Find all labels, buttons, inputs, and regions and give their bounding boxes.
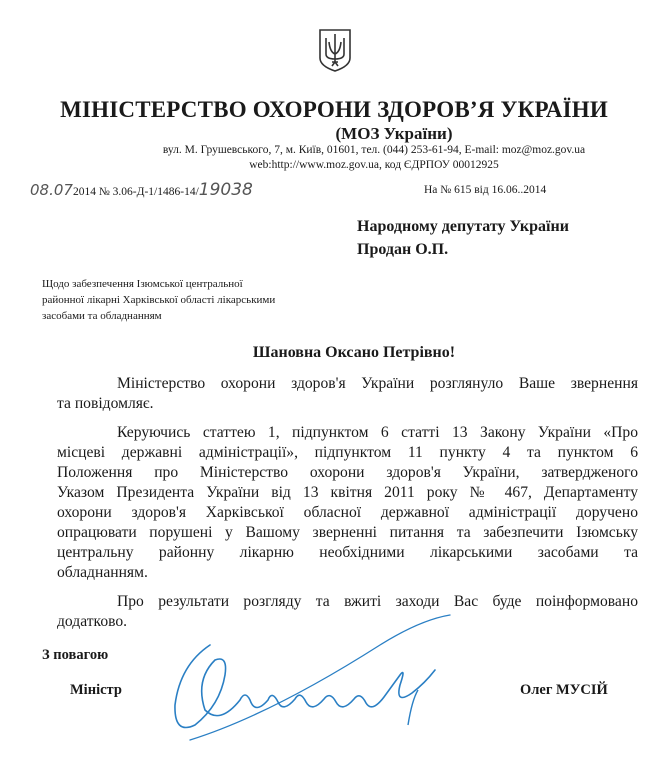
body-line: та повідомляє.: [57, 395, 154, 412]
subject-line: засобами та обладнанням: [42, 310, 162, 322]
ministry-web: web:http://www.moz.gov.ua, код ЄДРПОУ 00012925: [249, 159, 499, 171]
closing-regards: З повагою: [42, 647, 109, 663]
paragraph: [57, 423, 638, 583]
body-line: обладнанням.: [57, 564, 148, 581]
body-line: додатково.: [57, 613, 128, 630]
letter-body: [57, 374, 638, 641]
addressee-title: Народному депутату України: [357, 218, 569, 235]
ministry-address: вул. М. Грушевського, 7, м. Київ, 01601, тел. (044) 253-61-94, E-mail: moz@moz.gov.ua: [162, 144, 586, 156]
paragraph: [57, 374, 638, 414]
body-line: охорони здоров'я Харківської обласної державної адміністрації доручено: [57, 504, 638, 521]
handwritten-number: 19038: [198, 180, 253, 200]
letter-subject: [42, 276, 275, 324]
subject-line: районної лікарні Харківської області лікарськими: [42, 294, 276, 306]
body-line: центральну районну лікарню необхідними лікарськими засобами та: [57, 544, 638, 561]
signatory-position: Міністр: [70, 682, 122, 698]
outgoing-number: 2014 № 3.06-Д-1/1486-14/: [72, 186, 199, 198]
handwritten-signature: [150, 605, 470, 755]
salutation: Шановна Оксано Петрівно!: [252, 344, 456, 361]
addressee-name: Продан О.П.: [357, 241, 449, 258]
signatory-name: Олег МУСІЙ: [520, 682, 608, 698]
trident-emblem-icon: [318, 28, 352, 72]
reply-reference: На № 615 від 16.06..2014: [424, 184, 547, 196]
handwritten-date: 08.07: [30, 181, 73, 199]
body-line: Положення про Міністерство охорони здоров'я України, затвердженого: [57, 464, 638, 481]
body-line: Указом Президента України від 13 квітня 2011 року № 467, Департаменту: [57, 484, 638, 501]
body-line: опрацювати порушені у Вашому зверненні питання та забезпечити Ізюмську: [57, 524, 638, 541]
body-line: Керуючись статтею 1, підпунктом 6 статті 13 Закону України «Про: [117, 424, 638, 441]
outgoing-reference: [30, 180, 253, 200]
ministry-title: МІНІСТЕРСТВО ОХОРОНИ ЗДОРОВ’Я УКРАЇНИ: [60, 97, 608, 122]
body-line: місцеві державні адміністрації», підпунктом 11 пункту 4 та пунктом 6: [57, 444, 638, 461]
ministry-abbreviation: (МОЗ України): [335, 124, 453, 143]
body-line: Про результати розгляду та вжиті заходи Вас буде поінформовано: [117, 593, 638, 610]
body-line: Міністерство охорони здоров'я України розглянуло Ваше звернення: [117, 375, 638, 392]
subject-line: Щодо забезпечення Ізюмської центральної: [42, 278, 243, 290]
